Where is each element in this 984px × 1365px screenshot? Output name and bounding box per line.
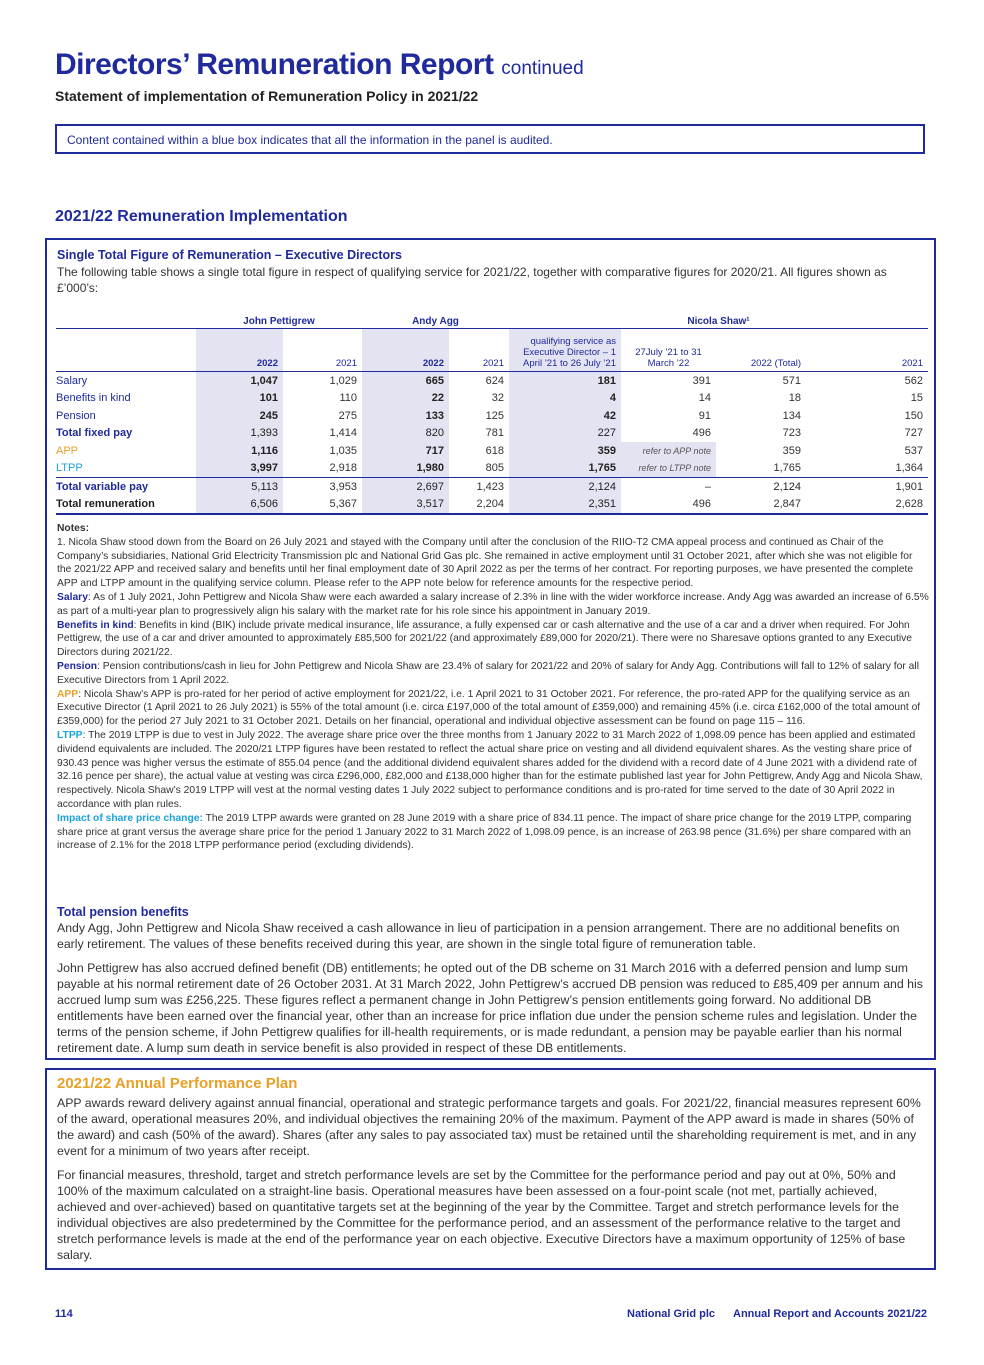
cell: 2,918 <box>329 462 357 475</box>
cell: 391 <box>692 374 711 387</box>
cell: 496 <box>621 496 716 515</box>
col-header: 2022 (Total) <box>716 329 806 372</box>
table-row <box>56 460 928 478</box>
note-ltpp: LTPP: The 2019 LTPP is due to vest in July 2022. The average share price over the three months from 1 January 2022 to 31 March 2022 of 1,098.09 pence has been applied and estimated dividend equivalents are included. The 2020/21 LTPP figures have been restated to reflect the actual share price on vesting and all dividend equivalent shares. As the vesting share price of 930.43 pence was higher versus the estimate of 855.04 pence (and the additional dividend equivalent shares added for the dividend with a record date of 4 June 2021 with a dividend rate of 32.16 pence per share), the actual value at vesting was circa £296,000, £82,000 and £138,000 higher than for the estimate published last year for John Pettigrew, Andy Agg and Nicola Shaw, respectively. Nicola Shaw’s 2019 LTPP will vest at the normal vesting dates 1 July 2022 subject to performance conditions and is pro-rated for time served to the date of 30 April 2022 in accordance with plan rules. <box>57 729 923 810</box>
cell: 1,765 <box>509 460 621 478</box>
cell: 101 <box>196 390 283 408</box>
remuneration-table <box>56 314 928 515</box>
cell: 717 <box>362 442 449 460</box>
cell: 562 <box>904 374 923 387</box>
cell: 91 <box>698 409 711 422</box>
cell-note: refer to APP note <box>621 442 716 460</box>
cell: – <box>621 478 716 496</box>
cell: 359 <box>782 444 801 457</box>
title-suffix: continued <box>501 58 584 79</box>
cell: 15 <box>910 392 923 405</box>
cell: 1,765 <box>773 462 801 475</box>
cell: 42 <box>509 407 621 425</box>
col-header: 2021 <box>449 329 509 372</box>
app-panel-p2: For financial measures, threshold, target and stretch performance levels are set by the Committee for the performance period and pay out at 0%, 50% and 100% of the maximum calculated on a straight-line basis. Operational measures have been assessed on a four-point scale (not met, partially achieved, achieved and over-achieved) based on quantitative targets set at the beginning of the year by the Committee. Target and stretch performance levels for the individual objectives are also predetermined by the Committee for the performance period, and an assessment of the performance relative to the target and stretch performance levels is made at the end of the performance year on each objective. Executive Directors have a maximum opportunity of 125% of base salary. <box>57 1168 906 1262</box>
cell: 150 <box>904 409 923 422</box>
app-panel-p1: APP awards reward delivery against annual financial, operational and strategic performance targets and goals. For 2021/22, financial measures represent 60% of the award, operational measures 20%, and individual objectives the remaining 20% of the maximum. Payment of the APP award is made in shares (50% of the award) and cash (50% of the award). Shares (after any sales to pay associated tax) must be retained until the shareholding requirement is met, and in any event for a minimum of two years after receipt. <box>57 1096 921 1158</box>
cell: 1,980 <box>362 460 449 478</box>
row-label: Salary <box>56 374 88 387</box>
note-pension: Pension: Pension contributions/cash in lieu for John Pettigrew and Nicola Shaw are 23.4% of salary for 2021/22 and 20% of salary for Andy Agg. Contributions will fall to 12% of salary for all Executive Directors from 1 April 2022. <box>57 660 919 686</box>
table-row <box>56 390 928 408</box>
panel-heading: Single Total Figure of Remuneration – Executive Directors <box>57 248 402 262</box>
notes <box>57 522 929 853</box>
cell: 805 <box>485 462 504 475</box>
cell: 665 <box>362 372 449 390</box>
row-label: Pension <box>56 409 96 422</box>
note-benefits: Benefits in kind: Benefits in kind (BIK) include private medical insurance, life assurance, a fully expensed car or cash alternative and the use of a car and a driver when required. For John Pettigrew, the use of a car and driver amounted to approximately £85,500 for 2021/22 (and approximately £89,000 for 2020/21). There were no Sharesave options granted to any Executive Directors during 2021/22. <box>57 619 912 659</box>
cell: 571 <box>782 374 801 387</box>
cell: 1,414 <box>329 427 357 440</box>
cell: 618 <box>485 444 504 457</box>
footer-company: National Grid plc <box>627 1308 716 1320</box>
cell: 1,047 <box>196 372 283 390</box>
col-header: 27July ’21 to 31 March ’22 <box>621 329 716 372</box>
group-nicola-shaw: Nicola Shaw¹ <box>509 314 928 329</box>
cell: 1,364 <box>895 462 923 475</box>
group-andy-agg: Andy Agg <box>362 314 509 329</box>
table-row <box>56 407 928 425</box>
table-row <box>56 425 928 443</box>
cell: 5,367 <box>283 496 362 515</box>
note-impact: Impact of share price change: The 2019 LTPP awards were granted on 28 June 2019 with a share price of 834.11 pence. The impact of share price change for the 2019 LTPP, comparing share price at grant versus the average share price for the period 1 January 2022 to 31 March 2022 of 1,098.09 pence, is an increase of 263.98 pence (31.6%) per share compared with an increase of 2.1% for the 2018 LTPP performance period (excluding dividends). <box>57 812 912 852</box>
cell: 2,124 <box>509 478 621 496</box>
cell: 125 <box>485 409 504 422</box>
total-pension-benefits <box>57 904 929 1064</box>
table-column-header <box>56 329 928 372</box>
cell: 1,116 <box>196 442 283 460</box>
col-header: qualifying service as Executive Director – 1 April ’21 to 26 July ’21 <box>509 329 621 372</box>
total-pension-heading: Total pension benefits <box>57 905 189 919</box>
col-header: 2022 <box>362 329 449 372</box>
app-panel <box>45 1068 936 1270</box>
cell: 3,953 <box>283 478 362 496</box>
cell: 3,517 <box>362 496 449 515</box>
cell: 2,351 <box>509 496 621 515</box>
cell: 110 <box>339 392 357 405</box>
page-number: 114 <box>55 1308 73 1320</box>
page-subtitle: Statement of implementation of Remuneration Policy in 2021/22 <box>55 88 479 104</box>
note-1: 1. Nicola Shaw stood down from the Board on 26 July 2021 and stayed with the Company until after the conclusion of the RIIO-T2 CMA appeal process and continued as Chair of the Company’s subsidiaries, National Grid Electricity Transmission plc and National Grid Gas plc. She remained in active employment until 31 October 2021, after which she was not eligible for the 2021/22 APP and received salary and benefits until her final employment date of 30 April 2022 as per the terms of her contract. For reporting purposes, we have presented the complete APP and LTPP amount in the qualifying service column. Please refer to the APP note below for reference amounts for the respective period. <box>57 536 914 590</box>
row-label: Total variable pay <box>56 478 196 496</box>
cell: 723 <box>782 427 801 440</box>
cell: 18 <box>788 392 801 405</box>
table-group-header <box>56 314 928 329</box>
cell-note: refer to LTPP note <box>621 460 716 478</box>
cell: 5,113 <box>196 478 283 496</box>
cell: 275 <box>338 409 357 422</box>
group-john-pettigrew: John Pettigrew <box>196 314 362 329</box>
cell: 227 <box>509 425 621 443</box>
cell: 134 <box>782 409 801 422</box>
cell: 1,035 <box>329 444 357 457</box>
table-row <box>56 442 928 460</box>
cell: 2,697 <box>362 478 449 496</box>
cell: 624 <box>485 374 504 387</box>
cell: 2,628 <box>806 496 928 515</box>
cell: 537 <box>904 444 923 457</box>
table-row <box>56 496 928 515</box>
remuneration-panel <box>45 238 936 1060</box>
cell: 359 <box>509 442 621 460</box>
note-app: APP: Nicola Shaw’s APP is pro-rated for her period of active employment for 2021/22, i.e. 1 April 2021 to 31 October 2021. For reference, the pro-rated APP for the qualifying service as an Executive Director (1 April 2021 to 26 July 2021) is 55% of the total amount (i.e. circa £197,000 of the total amount of £359,000) and remaining 45% (i.e. circa £162,000 of the total amount of £359,000) for the period 27 July 2021 to 31 October 2021. Details on her financial, operational and individual objective assessment can be found on page 115 – 116. <box>57 688 921 728</box>
audit-note-box: Content contained within a blue box indicates that all the information in the panel is audited. <box>55 124 925 154</box>
cell: 3,997 <box>196 460 283 478</box>
app-panel-heading: 2021/22 Annual Performance Plan <box>57 1075 298 1092</box>
cell: 2,847 <box>716 496 806 515</box>
cell: 4 <box>509 390 621 408</box>
section-title: 2021/22 Remuneration Implementation <box>55 208 348 225</box>
cell: 245 <box>196 407 283 425</box>
cell: 2,204 <box>449 496 509 515</box>
cell: 6,506 <box>196 496 283 515</box>
cell: 22 <box>362 390 449 408</box>
cell: 2,124 <box>716 478 806 496</box>
row-label: Total remuneration <box>56 496 196 515</box>
cell: 14 <box>698 392 711 405</box>
row-label: Total fixed pay <box>56 427 133 440</box>
app-panel-body <box>57 1095 929 1271</box>
total-pension-p1: Andy Agg, John Pettigrew and Nicola Shaw received a cash allowance in lieu of participation in a pension arrangement. There are no additional benefits on early retirement. The values of these benefits received during this year, are shown in the single total figure of remuneration table. <box>57 921 900 951</box>
table-row <box>56 478 928 496</box>
row-label: Benefits in kind <box>56 392 131 405</box>
footer-right <box>609 1308 927 1320</box>
note-salary: Salary: As of 1 July 2021, John Pettigrew and Nicola Shaw were each awarded a salary increase of 2.3% in line with the wider workforce increase. Andy Agg was awarded an increase of 6.5% as part of a multi-year plan to progressively align his salary with the market rate for his role since his appointment in January 2019. <box>57 591 929 617</box>
cell: 727 <box>904 427 923 440</box>
cell: 133 <box>362 407 449 425</box>
cell: 181 <box>509 372 621 390</box>
col-header: 2022 <box>196 329 283 372</box>
col-header: 2021 <box>283 329 362 372</box>
table-row <box>56 372 928 390</box>
cell: 32 <box>491 392 504 405</box>
cell: 1,423 <box>449 478 509 496</box>
row-label: APP <box>56 444 79 457</box>
notes-title: Notes: <box>57 523 90 534</box>
col-header: 2021 <box>806 329 928 372</box>
panel-intro: The following table shows a single total figure in respect of qualifying service for 2021/22, together with comparative figures for 2020/21. All figures shown as £’000’s: <box>57 265 887 295</box>
row-label: LTPP <box>56 462 83 475</box>
cell: 496 <box>692 427 711 440</box>
cell: 1,901 <box>806 478 928 496</box>
cell: 1,029 <box>329 374 357 387</box>
cell: 820 <box>362 425 449 443</box>
page-title: Directors’ Remuneration Report continued <box>55 48 584 81</box>
cell: 1,393 <box>196 425 283 443</box>
total-pension-p2: John Pettigrew has also accrued defined benefit (DB) entitlements; he opted out of the DB scheme on 31 March 2016 with a deferred pension and lump sum payable at his normal retirement date of 26 October 2031. At 31 March 2022, John Pettigrew’s accrued DB pension was reduced to £85,409 per annum and his accrued lump sum was £256,225. These figures reflect a permanent change in John Pettigrew’s pension entitlements going forward. No additional DB entitlements have been earned over the financial year, other than an increase for price inflation due under the pension scheme rules and legislation. Under the terms of the pension scheme, if John Pettigrew qualifies for ill-health requirements, or is made redundant, a pension may be payable earlier than his normal retirement date. A lump sum death in service benefit is also provided in respect of these DB entitlements. <box>57 961 923 1055</box>
footer-report: Annual Report and Accounts 2021/22 <box>733 1308 927 1320</box>
cell: 781 <box>485 427 504 440</box>
